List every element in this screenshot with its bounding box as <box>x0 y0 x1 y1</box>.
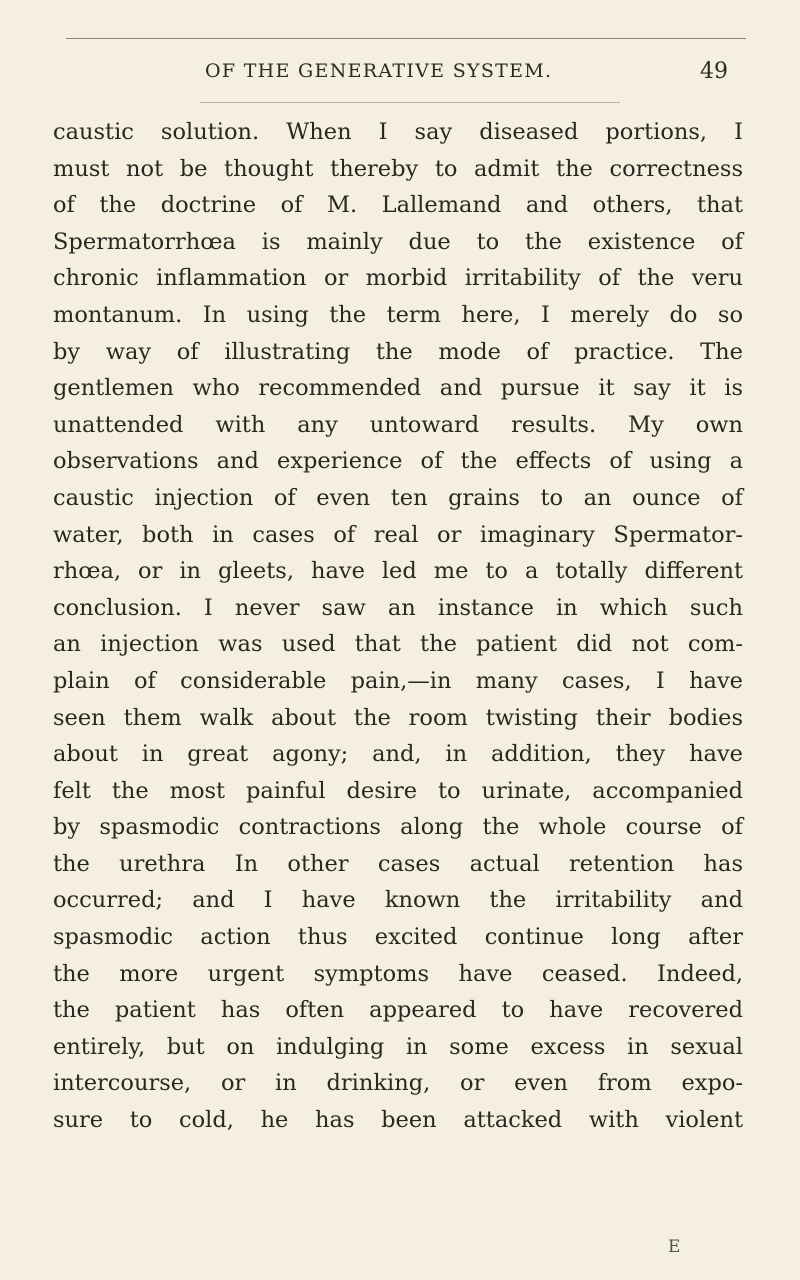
text-line: of the doctrine of M. Lallemand and others, that <box>53 192 743 219</box>
signature-mark: E <box>668 1237 681 1257</box>
body-text <box>53 114 743 1139</box>
page-number: 49 <box>700 59 728 84</box>
text-line: unattended with any untoward results. My own <box>53 411 743 438</box>
text-line: the more urgent symptoms have ceased. Indeed, <box>53 960 743 987</box>
text-line: about in great agony; and, in addition, they have <box>53 741 743 768</box>
text-line: entirely, but on indulging in some excess in sexual <box>53 1033 743 1060</box>
text-line: by spasmodic contractions along the whole course of <box>53 814 743 841</box>
text-line: observations and experience of the effects of using a <box>53 448 743 475</box>
text-line: occurred; and I have known the irritability and <box>53 887 743 914</box>
text-line: caustic solution. When I say diseased portions, I <box>53 119 743 145</box>
top-rule <box>66 38 746 39</box>
text-line: water, both in cases of real or imaginary Spermator- <box>53 521 743 548</box>
text-line: conclusion. I never saw an instance in which such <box>53 594 743 621</box>
header-rule <box>200 102 620 103</box>
text-line: gentlemen who recommended and pursue it say it is <box>53 375 743 402</box>
page-header <box>0 60 800 90</box>
text-line: rhœa, or in gleets, have led me to a totally different <box>53 558 743 585</box>
text-line: must not be thought thereby to admit the correctness <box>53 155 743 182</box>
text-line: by way of illustrating the mode of practice. The <box>53 338 743 365</box>
text-line: caustic injection of even ten grains to an ounce of <box>53 484 743 511</box>
text-line: intercourse, or in drinking, or even from expo- <box>53 1070 743 1097</box>
text-line: plain of considerable pain,—in many cases, I have <box>53 667 743 694</box>
text-line: montanum. In using the term here, I merely do so <box>53 301 743 328</box>
text-line: spasmodic action thus excited continue long after <box>53 924 743 951</box>
text-line: Spermatorrhœa is mainly due to the existence of <box>53 228 743 255</box>
running-title: OF THE GENERATIVE SYSTEM. <box>205 60 553 82</box>
text-line: sure to cold, he has been attacked with violent <box>53 1107 743 1134</box>
text-line: an injection was used that the patient did not com- <box>53 631 743 658</box>
text-line: seen them walk about the room twisting their bodies <box>53 704 743 731</box>
text-line: chronic inflammation or morbid irritability of the veru <box>53 265 743 292</box>
text-line: the urethra In other cases actual retention has <box>53 850 743 877</box>
text-line: the patient has often appeared to have recovered <box>53 997 743 1024</box>
text-line: felt the most painful desire to urinate, accompanied <box>53 777 743 804</box>
